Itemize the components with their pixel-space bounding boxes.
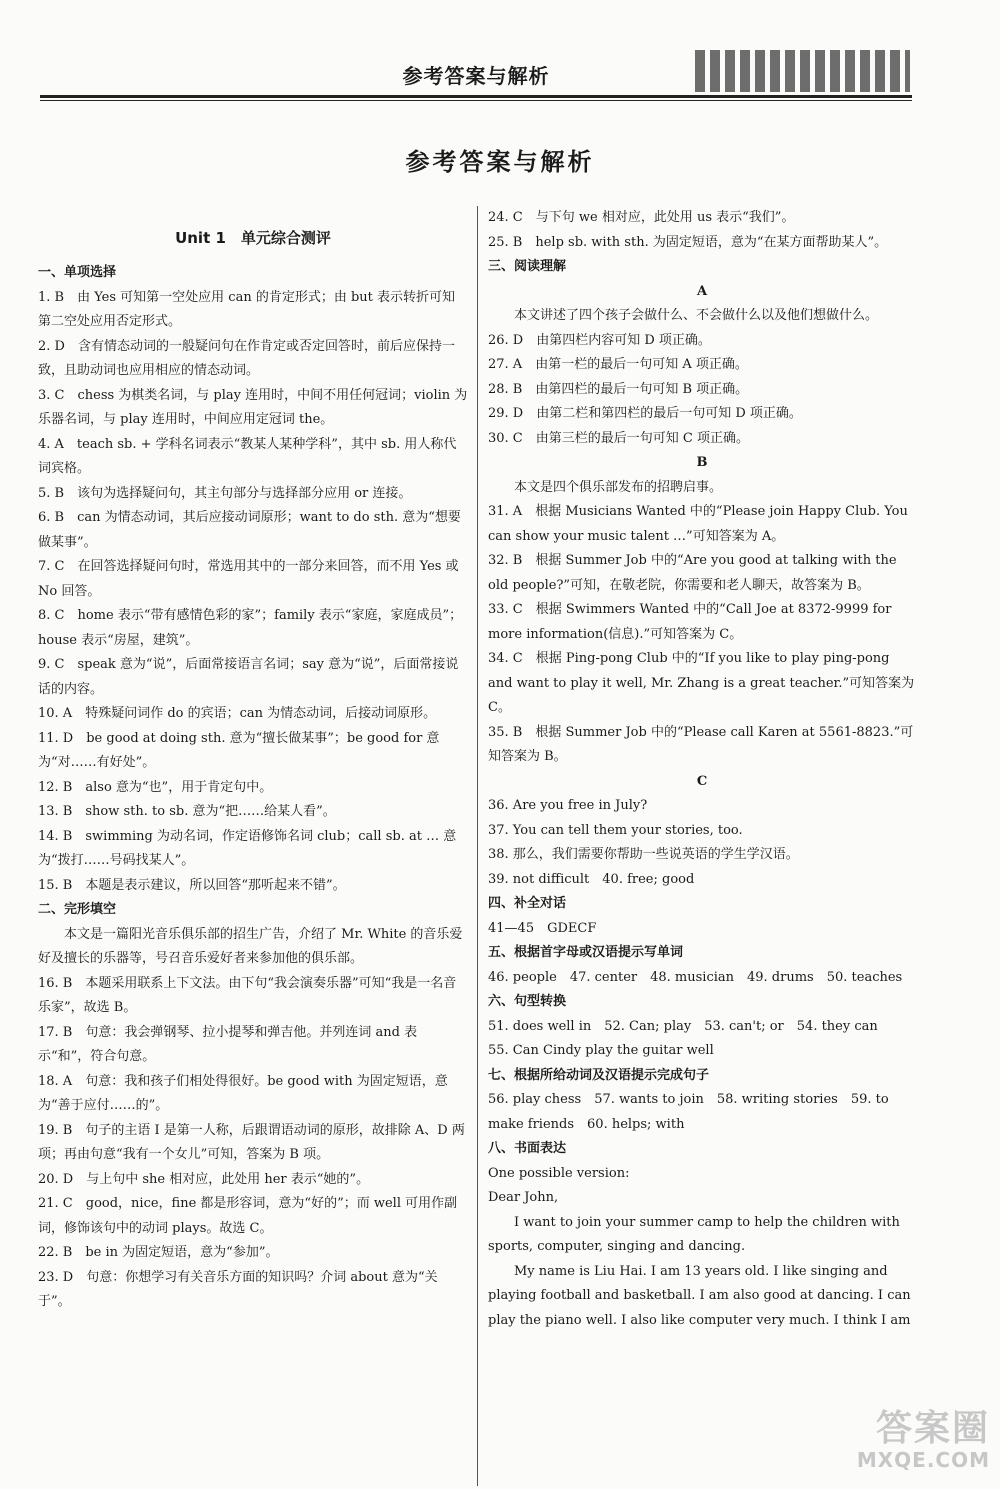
answer-item: 13. B show sth. to sb. 意为“把……给某人看”。: [38, 804, 336, 819]
answer-item: 36. Are you free in July?: [488, 798, 648, 813]
answer-item: 14. B swimming 为动名词，作定语修饰名词 club；call sb. at … 意为“拨打……号码找某人”。: [38, 828, 457, 868]
reading-b-summary: 本文是四个俱乐部发布的招聘启事。: [514, 479, 723, 495]
section-heading-5: 五、根据首字母或汉语提示写单词: [488, 945, 684, 960]
completion-answers: 56. play chess 57. wants to join 58. writing stories 59. to make friends 60. helps; with: [488, 1092, 889, 1132]
section-heading-2: 二、完形填空: [38, 902, 117, 917]
answer-item: 11. D be good at doing sth. 意为“擅长做某事”；be good for 意为“对……有好处”。: [38, 730, 440, 770]
answer-item: 28. B 由第四栏的最后一句可知 B 项正确。: [488, 381, 749, 397]
section-heading-4: 四、补全对话: [488, 896, 567, 911]
answer-item: 25. B help sb. with sth. 为固定短语，意为“在某方面帮助某人”。: [488, 234, 888, 250]
transform-answers-1: 51. does well in 52. Can; play 53. can't; or 54. they can: [488, 1018, 878, 1034]
answer-item: 2. D 含有情态动词的一般疑问句在作肯定或否定回答时，前后应保持一致，且助动词也应用相应的情态动词。: [38, 338, 455, 378]
answer-item: 9. C speak 意为“说”，后面常接语言名词；say 意为“说”，后面常接说话的内容。: [38, 657, 459, 697]
transform-answers-2: 55. Can Cindy play the guitar well: [488, 1043, 714, 1058]
header-rule-thick: [40, 95, 912, 98]
reading-b-answers: [488, 500, 916, 770]
answer-item: 1. B 由 Yes 可知第一空处应用 can 的肯定形式；由 but 表示转折可知第二空处应用否定形式。: [38, 289, 456, 329]
answer-item: 16. B 本题采用联系上下文法。由下句“我会演奏乐器”可知“我是一名音乐家”，故选 B。: [38, 975, 457, 1015]
single-choice-answers: [38, 286, 468, 899]
column-divider: [477, 206, 478, 1486]
reading-a-answers: [488, 329, 916, 452]
section-heading-1: 一、单项选择: [38, 265, 117, 280]
answer-item: 18. A 句意：我和孩子们相处得很好。be good with 为固定短语，意为“善于应付……的”。: [38, 1073, 448, 1113]
reading-part-b-label: B: [696, 455, 708, 470]
page-title: 参考答案与解析: [405, 148, 595, 176]
header-title: 参考答案与解析: [402, 64, 550, 88]
answer-item: 29. D 由第二栏和第四栏的最后一句可知 D 项正确。: [488, 406, 802, 421]
answer-item: 4. A teach sb. + 学科名词表示“教某人某种学科”，其中 sb. 用人称代词宾格。: [38, 436, 457, 476]
left-column: [38, 206, 468, 1315]
answer-item: 6. B can 为情态动词，其后应接动词原形；want to do sth. 意为“想要做某事”。: [38, 510, 461, 550]
answer-item: 34. C 根据 Ping-pong Club 中的“If you like to play ping-pong and want to play it well, Mr. Zhang is a great teacher.”可知答案为 C。: [488, 651, 915, 715]
watermark-url: MXQE.COM: [856, 1448, 990, 1472]
watermark-logo: [800, 1409, 990, 1479]
section-heading-8: 八、书面表达: [488, 1141, 567, 1156]
cloze-answers: [38, 972, 468, 1315]
answer-item: 26. D 由第四栏内容可知 D 项正确。: [488, 332, 711, 348]
writing-paragraph-1: I want to join your summer camp to help the children with sports, computer, singing and dancing.: [488, 1214, 900, 1254]
answer-item: 19. B 句子的主语 I 是第一人称，后跟谓语动词的原形，故排除 A、D 两项；再由句意“我有一个女儿”可知，答案为 B 项。: [38, 1122, 465, 1162]
answer-item: 30. C 由第三栏的最后一句可知 C 项正确。: [488, 430, 749, 446]
section-heading-6: 六、句型转换: [488, 994, 567, 1009]
answer-item: 22. B be in 为固定短语，意为“参加”。: [38, 1245, 279, 1260]
answer-item: 39. not difficult 40. free; good: [488, 871, 695, 887]
page-header: [40, 40, 912, 98]
answer-item: 7. C 在回答选择疑问句时，常选用其中的一部分来回答，而不用 Yes 或 No 回答。: [38, 559, 459, 599]
answer-item: 5. B 该句为选择疑问句，其主句部分与选择部分应用 or 连接。: [38, 485, 412, 501]
reading-part-c-label: C: [696, 773, 708, 789]
answer-item: 37. You can tell them your stories, too.: [488, 822, 743, 838]
answer-item: 17. B 句意：我会弹钢琴、拉小提琴和弹吉他。并列连词 and 表示“和”，符合句意。: [38, 1024, 418, 1064]
writing-greeting: Dear John,: [488, 1190, 559, 1205]
reading-c-answers: [488, 794, 916, 892]
header-rule-thin: [40, 100, 912, 101]
answer-item: 23. D 句意：你想学习有关音乐方面的知识吗？介词 about 意为“关于”。: [38, 1269, 438, 1309]
reading-part-a-label: A: [696, 283, 708, 299]
cloze-summary: 本文是一篇阳光音乐俱乐部的招生广告，介绍了 Mr. White 的音乐爱好及擅长的乐器等，号召音乐爱好者来参加他的俱乐部。: [38, 926, 463, 966]
answer-item: 21. C good，nice，fine 都是形容词，意为“好的”；而 well 可用作副词，修饰该句中的动词 plays。故选 C。: [38, 1196, 458, 1236]
right-column: [488, 206, 916, 1333]
section-heading-7: 七、根据所给动词及汉语提示完成句子: [488, 1067, 710, 1083]
word-answers: 46. people 47. center 48. musician 49. drums 50. teaches: [488, 969, 903, 985]
answer-item: 33. C 根据 Swimmers Wanted 中的“Call Joe at 8372-9999 for more information(信息).”可知答案为 C。: [488, 602, 892, 642]
answer-item: 24. C 与下句 we 相对应，此处用 us 表示“我们”。: [488, 210, 795, 225]
answer-item: 3. C chess 为棋类名词，与 play 连用时，中间不用任何冠词；violin 为乐器名词，与 play 连用时，中间应用定冠词 the。: [38, 387, 468, 427]
watermark-text: 答案圈: [875, 1408, 990, 1449]
writing-paragraph-2: My name is Liu Hai. I am 13 years old. I like singing and playing football and basketball. I am also good at dancing. I can play the piano well. I also like computer very much. I think I am: [488, 1263, 911, 1328]
answer-item: 27. A 由第一栏的最后一句可知 A 项正确。: [488, 357, 748, 372]
answer-item: 35. B 根据 Summer Job 中的“Please call Karen at 5561-8823.”可知答案为 B。: [488, 724, 914, 764]
unit-title: Unit 1 单元综合测评: [175, 229, 331, 247]
dialogue-answers: 41—45 GDECF: [488, 920, 597, 936]
answer-item: 12. B also 意为“也”，用于肯定句中。: [38, 779, 273, 795]
answer-item: 15. B 本题是表示建议，所以回答“那听起来不错”。: [38, 877, 346, 893]
answer-item: 8. C home 表示“带有感情色彩的家”；family 表示“家庭，家庭成员”；house 表示“房屋，建筑”。: [38, 608, 463, 648]
cloze-answers-continued: [488, 206, 916, 255]
reading-a-summary: 本文讲述了四个孩子会做什么、不会做什么以及他们想做什么。: [514, 308, 879, 323]
writing-version-label: One possible version:: [488, 1165, 630, 1181]
answer-item: 20. D 与上句中 she 相对应，此处用 her 表示“她的”。: [38, 1171, 370, 1187]
answer-item: 38. 那么，我们需要你帮助一些说英语的学生学汉语。: [488, 847, 799, 862]
section-heading-3: 三、阅读理解: [488, 259, 567, 274]
answer-item: 31. A 根据 Musicians Wanted 中的“Please join Happy Club. You can show your music talent …”可知答案为 A。: [488, 504, 908, 544]
header-decoration: [695, 50, 910, 92]
answer-item: 10. A 特殊疑问词作 do 的宾语；can 为情态动词，后接动词原形。: [38, 706, 437, 721]
answer-item: 32. B 根据 Summer Job 中的“Are you good at talking with the old people?”可知，在敬老院，你需要和老人聊天，故答案为 B。: [488, 553, 897, 593]
